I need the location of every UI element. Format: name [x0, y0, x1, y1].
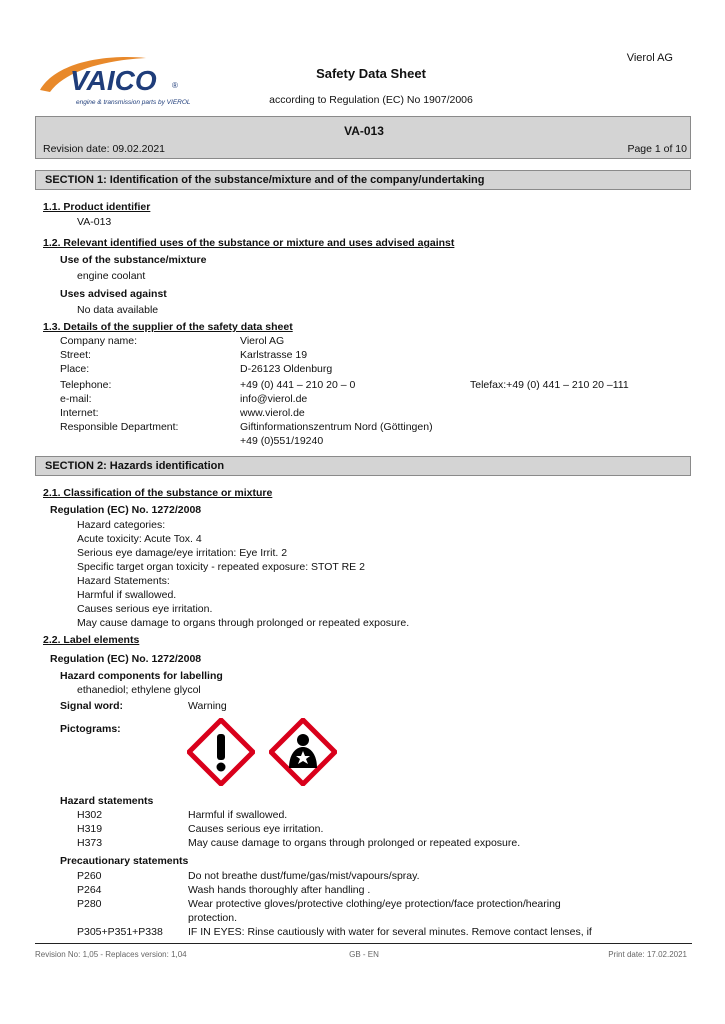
- signal-word-value: Warning: [188, 700, 227, 712]
- use-label: Use of the substance/mixture: [60, 254, 207, 266]
- hazard-text: Harmful if swallowed.: [188, 809, 288, 821]
- precaution-text: Wear protective gloves/protective clothing/eye protection/face protection/hearing: [188, 898, 561, 910]
- precaution-code: P280: [77, 898, 102, 910]
- s11-title: 1.1. Product identifier: [43, 201, 151, 213]
- footer-print-date: Print date: 17.02.2021: [608, 950, 687, 959]
- precaution-text: IF IN EYES: Rinse cautiously with water for several minutes. Remove contact lenses, if: [188, 926, 592, 938]
- precaution-code: P260: [77, 870, 102, 882]
- precaution-text: Do not breathe dust/fume/gas/mist/vapours/spray.: [188, 870, 420, 882]
- classification-line: Acute toxicity: Acute Tox. 4: [77, 533, 202, 545]
- classification-line: Serious eye damage/eye irritation: Eye Irrit. 2: [77, 547, 288, 559]
- pictograms-label: Pictograms:: [60, 723, 121, 735]
- precaution-code: P264: [77, 884, 102, 896]
- hazard-components-value: ethanediol; ethylene glycol: [77, 684, 201, 696]
- precautionary-label: Precautionary statements: [60, 855, 189, 867]
- supplier-label: Company name:: [60, 335, 138, 347]
- supplier-value: +49 (0) 441 – 210 20 – 0: [240, 379, 356, 391]
- s12-title: 1.2. Relevant identified uses of the substance or mixture and uses advised against: [43, 237, 455, 249]
- regulation-label: Regulation (EC) No. 1272/2008: [50, 504, 202, 516]
- supplier-label: Internet:: [60, 407, 99, 419]
- revision-date: Revision date: 09.02.2021: [43, 143, 166, 155]
- classification-line: May cause damage to organs through prolonged or repeated exposure.: [77, 617, 410, 629]
- s11-value: VA-013: [77, 216, 112, 228]
- signal-word-label: Signal word:: [60, 700, 123, 712]
- section-1-heading: SECTION 1: Identification of the substance/mixture and of the company/undertaking: [35, 170, 691, 190]
- responsible-phone: +49 (0)551/19240: [240, 435, 324, 447]
- s22-title: 2.2. Label elements: [43, 634, 140, 646]
- document-subtitle: according to Regulation (EC) No 1907/2006: [269, 94, 473, 106]
- supplier-value: D-26123 Oldenburg: [240, 363, 333, 375]
- advised-label: Uses advised against: [60, 288, 167, 300]
- supplier-value: Vierol AG: [240, 335, 285, 347]
- ghs-health-hazard-pictogram-icon: [269, 718, 337, 786]
- logo-text: VAICO: [70, 65, 157, 96]
- footer-divider: [35, 943, 692, 944]
- classification-line: Specific target organ toxicity - repeated exposure: STOT RE 2: [77, 561, 365, 573]
- hazard-code: H373: [77, 837, 103, 849]
- precaution-code: P305+P351+P338: [77, 926, 163, 938]
- supplier-label: Responsible Department:: [60, 421, 179, 433]
- document-title: Safety Data Sheet: [316, 66, 426, 81]
- hazard-code: H319: [77, 823, 103, 835]
- product-code: VA-013: [344, 124, 384, 138]
- precaution-text: protection.: [188, 912, 238, 924]
- supplier-label: Street:: [60, 349, 91, 361]
- supplier-value: info@vierol.de: [240, 393, 308, 405]
- supplier-label: Telephone:: [60, 379, 112, 391]
- supplier-label: Place:: [60, 363, 90, 375]
- supplier-label: e-mail:: [60, 393, 92, 405]
- footer-revision: Revision No: 1,05 - Replaces version: 1,04: [35, 950, 187, 959]
- use-value: engine coolant: [77, 270, 146, 282]
- regulation-label-2: Regulation (EC) No. 1272/2008: [50, 653, 202, 665]
- advised-value: No data available: [77, 304, 159, 316]
- hazard-text: Causes serious eye irritation.: [188, 823, 324, 835]
- footer-language: GB - EN: [349, 950, 379, 959]
- precaution-text: Wash hands thoroughly after handling .: [188, 884, 371, 896]
- classification-line: Hazard Statements:: [77, 575, 170, 587]
- section-2-heading: SECTION 2: Hazards identification: [35, 456, 691, 476]
- page-number: Page 1 of 10: [627, 143, 687, 155]
- supplier-value: www.vierol.de: [240, 407, 305, 419]
- header-company: Vierol AG: [626, 52, 673, 64]
- svg-text:®: ®: [172, 81, 178, 90]
- hazard-text: May cause damage to organs through prolonged or repeated exposure.: [188, 837, 521, 849]
- logo-tagline: engine & transmission parts by VIEROL: [76, 99, 191, 106]
- supplier-value: Karlstrasse 19: [240, 349, 308, 361]
- classification-line: Hazard categories:: [77, 519, 166, 531]
- telefax: Telefax:+49 (0) 441 – 210 20 –111: [470, 379, 629, 391]
- hazard-statements-label: Hazard statements: [60, 795, 154, 807]
- ghs-exclamation-pictogram-icon: [187, 718, 255, 786]
- hazard-code: H302: [77, 809, 103, 821]
- classification-line: Causes serious eye irritation.: [77, 603, 213, 615]
- classification-line: Harmful if swallowed.: [77, 589, 177, 601]
- supplier-value: Giftinformationszentrum Nord (Göttingen): [240, 421, 433, 433]
- s21-title: 2.1. Classification of the substance or mixture: [43, 487, 273, 499]
- hazard-components-label: Hazard components for labelling: [60, 670, 223, 682]
- s13-title: 1.3. Details of the supplier of the safety data sheet: [43, 321, 293, 333]
